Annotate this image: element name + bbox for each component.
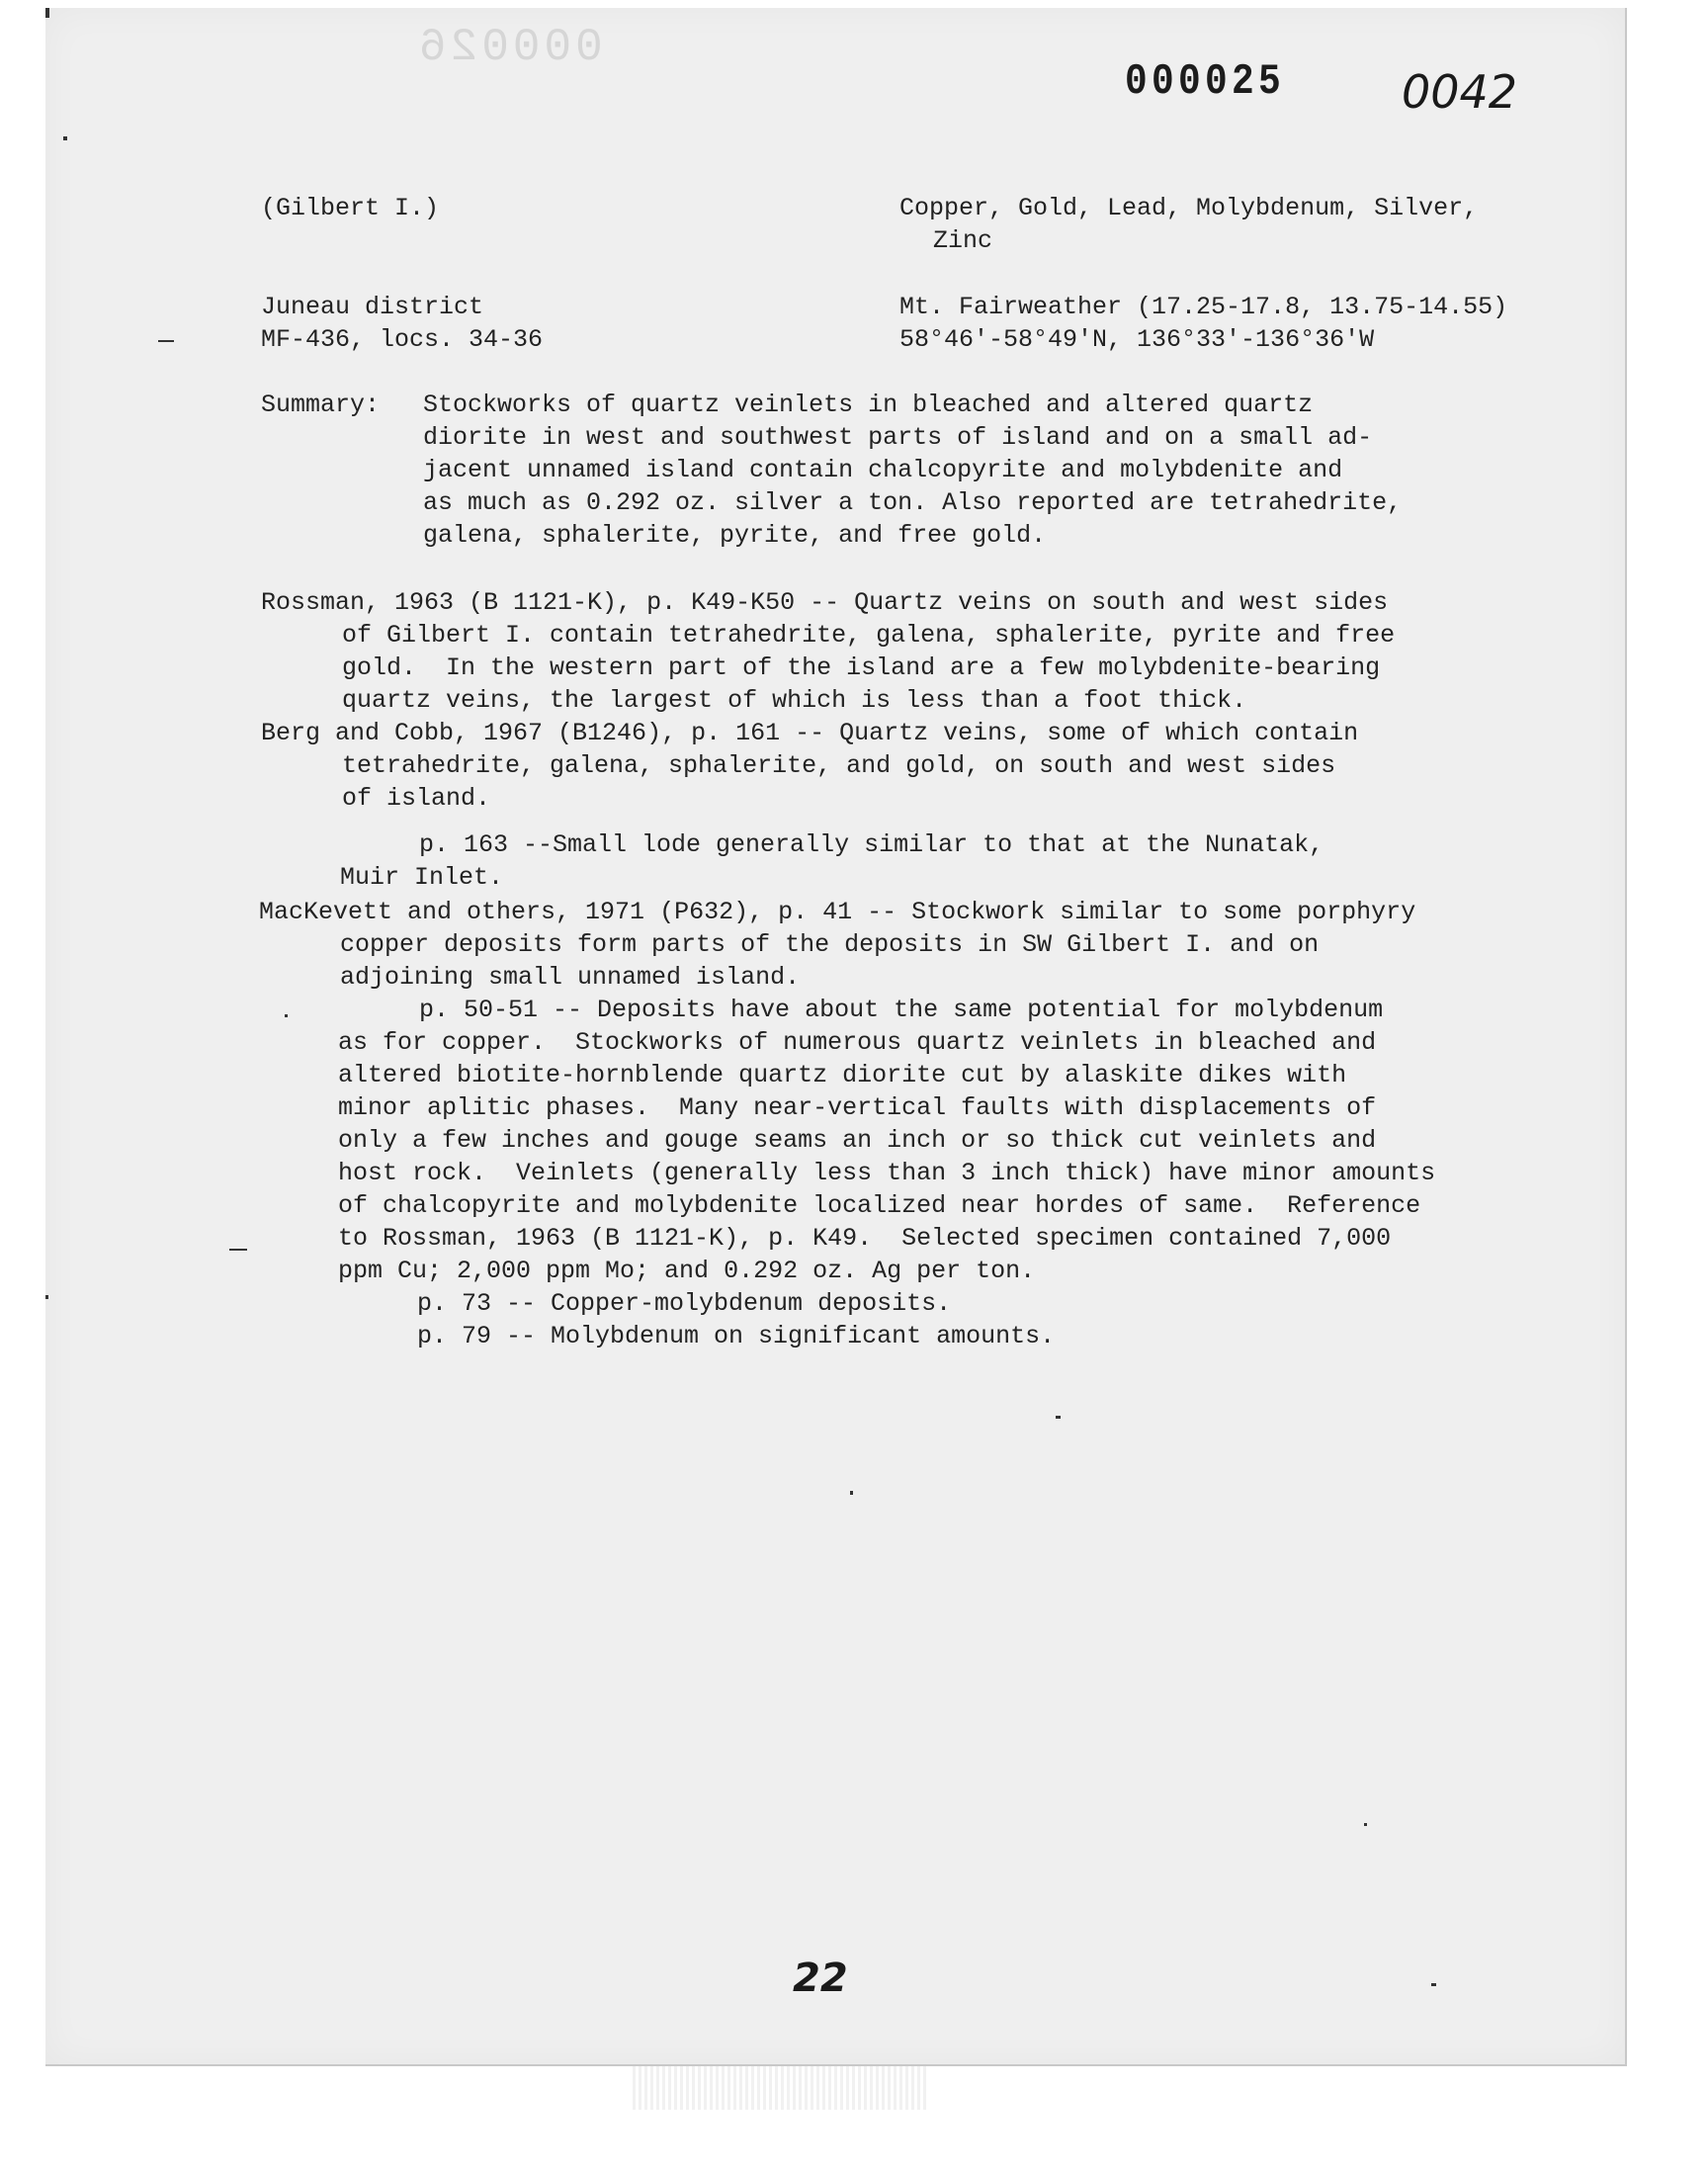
- bleed-through-number: 000026: [415, 22, 603, 73]
- summary-line: diorite in west and southwest parts of island and on a small ad-: [423, 423, 1373, 452]
- reference-line: as for copper. Stockworks of numerous quartz veinlets in bleached and: [338, 1028, 1377, 1057]
- handwritten-number: 0042: [1402, 65, 1518, 119]
- coordinates: 58°46'-58°49'N, 136°33'-136°36'W: [899, 325, 1375, 354]
- reference-line: ppm Cu; 2,000 ppm Mo; and 0.292 oz. Ag per ton.: [338, 1257, 1036, 1285]
- reference-line: gold. In the western part of the island are a few molybdenite-bearing: [342, 653, 1381, 682]
- scan-mark: [1056, 1416, 1061, 1419]
- reference-line: adjoining small unnamed island.: [340, 963, 801, 992]
- reference-line: p. 73 -- Copper-molybdenum deposits.: [417, 1289, 952, 1318]
- reference-line: p. 50-51 -- Deposits have about the same potential for molybdenum: [419, 996, 1384, 1024]
- summary-line: jacent unnamed island contain chalcopyrite and molybdenite and: [423, 456, 1343, 484]
- scan-mark: [63, 136, 67, 140]
- reference-line: copper deposits form parts of the deposits in SW Gilbert I. and on: [340, 930, 1320, 959]
- scan-mark: [229, 1249, 247, 1251]
- reference-line: quartz veins, the largest of which is less than a foot thick.: [342, 686, 1247, 715]
- summary-label: Summary:: [261, 391, 381, 419]
- scan-mark: [850, 1491, 853, 1495]
- stamp-number: 000025: [1125, 57, 1286, 107]
- reference-line: only a few inches and gouge seams an inch or so thick cut veinlets and: [338, 1126, 1377, 1155]
- scan-mark: [158, 340, 174, 342]
- summary-line: galena, sphalerite, pyrite, and free gold.: [423, 521, 1047, 550]
- reference-line: of island.: [342, 784, 491, 813]
- reference-line: to Rossman, 1963 (B 1121-K), p. K49. Selected specimen contained 7,000: [338, 1224, 1392, 1253]
- district: Juneau district: [261, 293, 484, 321]
- scanner-strip: [633, 2066, 929, 2110]
- quadrangle: Mt. Fairweather (17.25-17.8, 13.75-14.55): [899, 293, 1508, 321]
- reference-line: tetrahedrite, galena, sphalerite, and gold, on south and west sides: [342, 751, 1336, 780]
- location-title: (Gilbert I.): [261, 194, 440, 222]
- summary-line: Stockworks of quartz veinlets in bleached and altered quartz: [423, 391, 1314, 419]
- reference-line: of chalcopyrite and molybdenite localized near hordes of same. Reference: [338, 1191, 1421, 1220]
- reference-line: Rossman, 1963 (B 1121-K), p. K49-K50 -- Quartz veins on south and west sides: [261, 588, 1389, 617]
- reference-line: of Gilbert I. contain tetrahedrite, galena, sphalerite, pyrite and free: [342, 621, 1396, 650]
- map-reference: MF-436, locs. 34-36: [261, 325, 544, 354]
- scan-mark: [285, 1014, 288, 1017]
- page-number: 22: [793, 1956, 848, 2001]
- commodities-line-1: Copper, Gold, Lead, Molybdenum, Silver,: [899, 194, 1479, 222]
- reference-line: altered biotite-hornblende quartz diorite cut by alaskite dikes with: [338, 1061, 1347, 1089]
- reference-line: p. 163 --Small lode generally similar to that at the Nunatak,: [419, 830, 1324, 859]
- reference-line: p. 79 -- Molybdenum on significant amounts.: [417, 1322, 1056, 1350]
- scan-mark: [1431, 1983, 1436, 1986]
- reference-line: MacKevett and others, 1971 (P632), p. 41 -- Stockwork similar to some porphyry: [259, 898, 1416, 926]
- reference-line: Berg and Cobb, 1967 (B1246), p. 161 -- Quartz veins, some of which contain: [261, 719, 1359, 747]
- summary-line: as much as 0.292 oz. silver a ton. Also reported are tetrahedrite,: [423, 488, 1403, 517]
- reference-line: minor aplitic phases. Many near-vertical faults with displacements of: [338, 1093, 1377, 1122]
- reference-line: Muir Inlet.: [340, 863, 504, 892]
- reference-line: host rock. Veinlets (generally less than 3 inch thick) have minor amounts: [338, 1159, 1436, 1187]
- scan-mark: [45, 8, 49, 18]
- scan-mark: [1364, 1823, 1367, 1826]
- commodities-line-2: Zinc: [933, 226, 993, 255]
- scan-mark: [45, 1295, 48, 1299]
